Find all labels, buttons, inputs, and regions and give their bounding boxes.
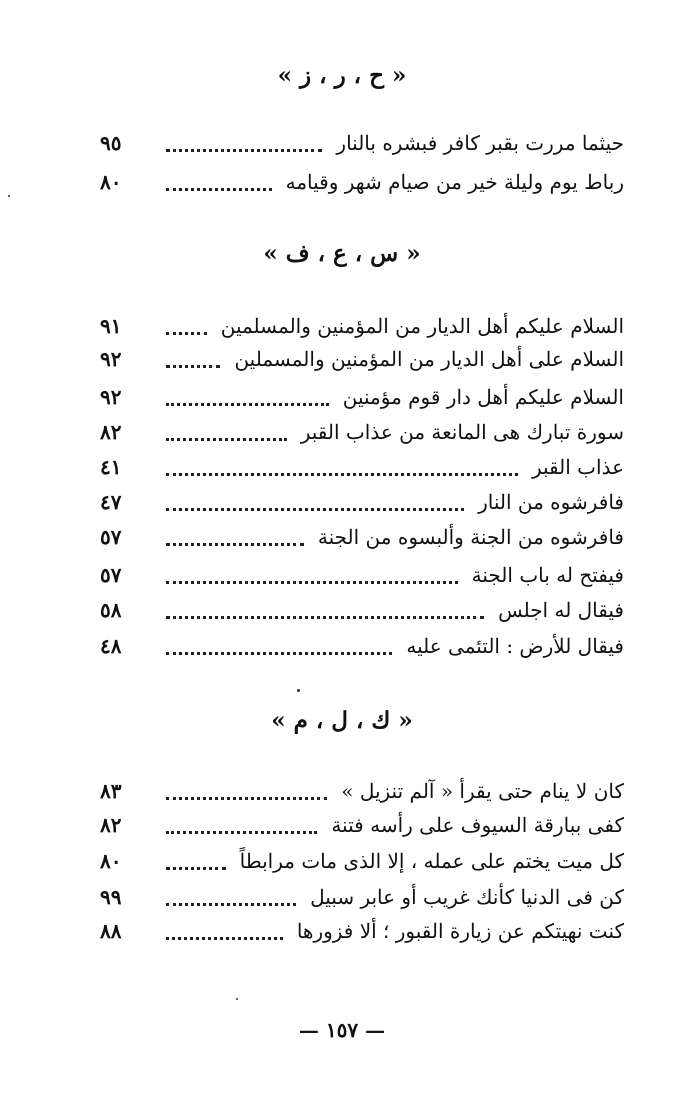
entry-page-number: ٩٢ [100, 385, 122, 409]
entry-page-number: ٤٨ [100, 634, 122, 658]
entry-title: حيثما مررت بقبر كافر فبشره بالنار [336, 131, 624, 155]
index-entry [100, 631, 624, 661]
scan-speck [236, 998, 238, 1000]
dot-leader [166, 865, 226, 870]
section-heading: « س ، ع ، ف » [263, 240, 421, 267]
index-entry [100, 487, 624, 517]
entry-page-number: ٩٩ [100, 885, 122, 909]
entry-title: السلام عليكم أهل الديار من المؤمنين والمسلمين [220, 314, 624, 338]
dot-leader [166, 901, 296, 906]
entry-title: السلام عليكم أهل دار قوم مؤمنين [342, 385, 624, 409]
entry-title: كل ميت يختم على عمله ، إلا الذى مات مرابطاً [239, 849, 624, 873]
index-entry [100, 311, 624, 341]
index-entry [100, 522, 624, 552]
entry-title: السلام على أهل الديار من المؤمنين والمسملين [234, 347, 624, 371]
entry-title: عذاب القبر [531, 455, 624, 479]
entry-page-number: ٨٠ [100, 170, 122, 194]
index-entry [100, 595, 624, 625]
entry-page-number: ٥٧ [100, 525, 122, 549]
entry-title: فافرشوه من النار [478, 490, 624, 514]
scan-speck [8, 195, 10, 197]
dot-leader [166, 650, 392, 655]
entry-page-number: ٨٣ [100, 779, 122, 803]
entry-title: فيفتح له باب الجنة [471, 563, 624, 587]
index-entry [100, 417, 624, 447]
entry-title: كن فى الدنيا كأنك غريب أو عابر سبيل [310, 885, 624, 909]
entry-page-number: ٩٢ [100, 347, 122, 371]
dot-leader [166, 579, 458, 584]
index-entry [100, 128, 624, 158]
dot-leader [166, 935, 283, 940]
entry-page-number: ٨٨ [100, 919, 122, 943]
index-entry [100, 810, 624, 840]
scan-speck [297, 689, 300, 692]
dot-leader [166, 186, 272, 191]
entry-page-number: ٥٨ [100, 598, 122, 622]
entry-page-number: ٤١ [100, 455, 122, 479]
entry-page-number: ٨٠ [100, 849, 122, 873]
dot-leader [166, 147, 322, 152]
entry-title: كان لا ينام حتى يقرأ « آلم تنزيل » [341, 779, 624, 803]
index-entry [100, 916, 624, 946]
index-entry [100, 382, 624, 412]
entry-page-number: ٤٧ [100, 490, 122, 514]
entry-page-number: ٩٥ [100, 131, 122, 155]
entry-page-number: ٥٧ [100, 563, 122, 587]
entry-title: كنت نهيتكم عن زيارة القبور ؛ ألا فزورها [296, 919, 624, 943]
dot-leader [166, 330, 207, 335]
section-heading: « ح ، ر ، ز » [277, 62, 407, 89]
entry-title: فافرشوه من الجنة وألبسوه من الجنة [317, 525, 624, 549]
index-entry [100, 882, 624, 912]
dot-leader [166, 401, 329, 406]
dot-leader [166, 506, 464, 511]
dot-leader [166, 363, 220, 368]
entry-title: كفى ببارقة السيوف على رأسه فتنة [331, 813, 624, 837]
index-entry [100, 776, 624, 806]
dot-leader [166, 436, 287, 441]
section-heading: « ك ، ل ، م » [271, 707, 413, 734]
entry-title: فيقال له اجلس [498, 598, 624, 622]
entry-page-number: ٨٢ [100, 420, 122, 444]
dot-leader [166, 541, 304, 546]
entry-title: فيقال للأرض : التئمى عليه [406, 634, 624, 658]
index-entry [100, 167, 624, 197]
dot-leader [166, 614, 484, 619]
index-entry [100, 560, 624, 590]
page-number: — ١٥٧ — [298, 1018, 386, 1042]
dot-leader [166, 795, 327, 800]
dot-leader [166, 829, 317, 834]
index-entry [100, 452, 624, 482]
index-entry [100, 846, 624, 876]
entry-title: سورة تبارك هى المانعة من عذاب القبر [300, 420, 624, 444]
index-entry [100, 344, 624, 374]
entry-page-number: ٩١ [100, 314, 122, 338]
dot-leader [166, 471, 518, 476]
entry-title: رباط يوم وليلة خير من صيام شهر وقيامه [285, 170, 624, 194]
entry-page-number: ٨٢ [100, 813, 122, 837]
